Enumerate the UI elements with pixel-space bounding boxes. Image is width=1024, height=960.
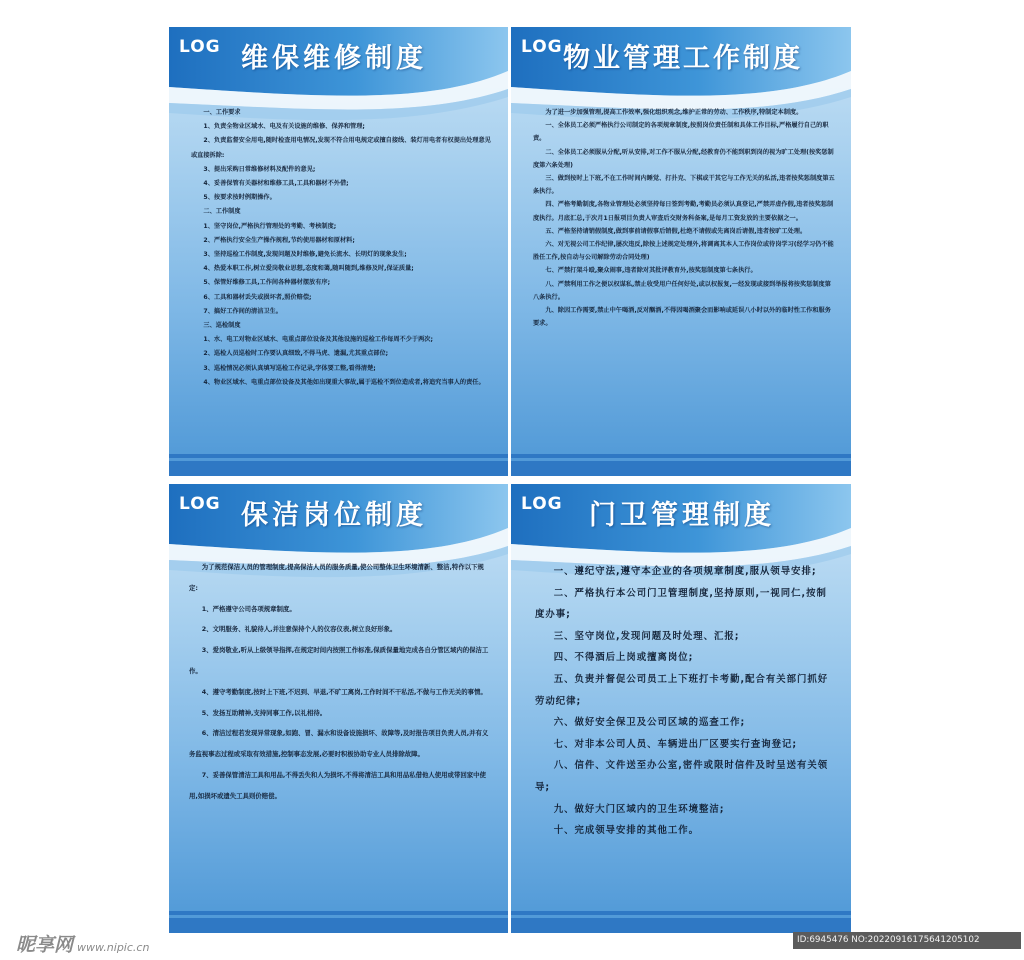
body-line: 4、物业区域水、电重点部位设备及其他如出现重大事故,属于巡检不到位造成者,将追究当事人的责任。 [203,378,485,386]
site-url: www.nipic.cn [77,941,150,954]
board-body [189,557,492,807]
body-line: 四、严格考勤制度,各物业管理处必须坚持每日签到考勤,考勤员必须认真登记,严禁弄虚作假,违者按奖惩制度执行。月底汇总,于次月1日报项目负责人审查后交财务科备案,是每月工资发放的主要依据之一。 [533,201,834,222]
body-line: 3、爱岗敬业,听从上级领导指挥,在规定时间内按照工作标准,保质保量地完成各自分管区域内的保洁工作。 [189,646,489,675]
body-line: 八、信件、文件送至办公室,密件或限时信件及时呈送有关领导; [535,760,829,793]
body-line: 7、妥善保管清洁工具和用品,不得丢失和人为损坏,不得将清洁工具和用品私借他人使用或带回家中使用,如损坏或遗失工具则价赔偿。 [189,770,486,800]
body-line: 1、水、电工对物业区域水、电重点部位设备及其他设施的巡检工作每周不少于两次; [203,336,433,344]
body-line: 6、工具和器材丢失或损坏者,照价赔偿; [203,293,312,301]
body-line: 二、全体员工必须服从分配,听从安排,对工作不服从分配,经教育仍不能到职到岗的视为旷工处理(按奖惩制度第六条处理) [533,148,834,169]
body-line: 九、除因工作需要,禁止中午喝酒,反对酗酒,不得因喝酒聚会而影响或延误八小时以外的临时性工作和服务要求。 [533,307,831,328]
body-line: 3、提出采购日常维修材料及配件的意见; [203,165,316,173]
logo-text: LOG [521,494,563,514]
logo-text: LOG [179,494,221,514]
board-body [533,106,835,330]
image-id-label: ID:6945476 NO:20220916175641205102 [793,932,1021,949]
body-line: 一、全体员工必须严格执行公司制定的各项规章制度,按照岗位责任制和具体工作目标,严格履行自己的职责。 [533,122,829,143]
body-line: 4、热爱本职工作,树立爱岗敬业思想,态度和蔼,随叫随到,维修及时,保证质量; [203,265,414,273]
body-line: 六、做好安全保卫及公司区域的巡查工作; [553,717,746,729]
board-title: 物业管理工作制度 [563,43,803,74]
body-line: 1、坚守岗位,严格执行管理处的考勤、考核制度; [203,222,337,230]
body-line: 4、遵守考勤制度,按时上下班,不迟到、早退,不旷工离岗,工作时间不干私活,不做与工作无关的事情。 [201,687,487,696]
body-line: 2、巡检人员巡检时工作要认真细致,不得马虎、遗漏,尤其重点部位; [203,350,389,358]
body-line: 为了规范保洁人员的管理制度,提高保洁人员的服务质量,使公司整体卫生环境清新、整洁,特作以下规定: [189,563,484,592]
body-line: 九、做好大门区域内的卫生环境整洁; [553,803,725,815]
body-line: 2、文明服务、礼貌待人,并注意保持个人的仪容仪表,树立良好形象。 [201,625,397,634]
body-line: 七、严禁打架斗殴,聚众闹事,违者除对其批评教育外,按奖惩制度第七条执行。 [545,267,757,275]
body-line: 2、严格执行安全生产操作规程,节约使用器材和原材料; [203,236,355,244]
body-line: 五、负责并督促公司员工上下班打卡考勤,配合有关部门抓好劳动纪律; [535,673,829,707]
site-logo: 昵享网 [16,934,74,956]
body-line: 三、做到按时上下班,不在工作时间内睡觉、打扑克、下棋或干其它与工作无关的私活,违者按奖惩制度第五条执行。 [533,175,835,196]
body-line: 2、负责监督安全用电,随时检查用电情况,发现不符合用电规定或擅自接线、装灯用电者有权提出处理意见或直接拆除: [191,137,491,159]
board-title: 保洁岗位制度 [241,500,427,531]
body-line: 一、工作要求 [203,109,241,116]
body-line: 二、工作制度 [203,208,241,216]
footer-band [169,452,508,476]
body-line: 1、严格遵守公司各项规章制度。 [201,604,296,613]
body-line: 5、保管好维修工具,工作间各种器材摆放有序; [203,279,331,287]
body-line: 3、巡检情况必须认真填写巡检工作记录,字体要工整,看得清楚; [203,364,376,372]
footer-band [511,452,851,476]
footer-band [511,909,851,933]
body-line: 5、按要求按时例期操作。 [203,194,276,202]
poster-maintenance-rules [169,27,508,476]
board-body [535,561,835,842]
logo-text: LOG [521,37,563,57]
board-title: 门卫管理制度 [589,500,775,531]
body-line: 二、严格执行本公司门卫管理制度,坚持原则,一视同仁,按制度办事; [535,587,827,621]
poster-property-management-rules [511,27,851,476]
body-line: 八、严禁利用工作之便以权谋私,禁止收受用户任何好处,或以权报复,一经发现或接到举报将按奖惩制度第八条执行。 [533,280,831,301]
poster-gatekeeper-rules [511,484,851,933]
footer-band [169,909,508,933]
body-line: 六、对无视公司工作纪律,屡次违反,除按上述规定处理外,将调离其本人工作岗位或待岗学习(经学习仍不能胜任工作,按自动与公司解除劳动合同处理) [533,241,834,262]
body-line: 1、负责全物业区域水、电及有关设施的维修、保养和管理; [203,123,365,131]
site-watermark [16,930,149,957]
body-line: 4、妥善保管有关器材和维修工具,工具和器材不外借; [203,180,349,188]
body-line: 6、清洁过程若发现异常现象,如跑、冒、漏水和设备设施损坏、故障等,及时报告项目负责人员,并有义务监视事态过程或采取有效措施,控制事态发展,必要时积极协助专业人员排除故障。 [189,729,489,759]
body-line: 7、搞好工作间的清洁卫生。 [203,307,282,315]
body-line: 五、严格坚持请销假制度,做到事前请假事后销假,杜绝不请假或先离岗后请假,违者按旷工处理。 [545,227,807,235]
body-line: 十、完成领导安排的其他工作。 [553,825,700,837]
body-line: 5、发扬互助精神,支持同事工作,以礼相待。 [201,708,327,717]
board-title: 维保维修制度 [241,43,427,74]
logo-text: LOG [179,37,221,57]
body-line: 三、巡检制度 [203,322,241,330]
body-line: 三、坚守岗位,发现问题及时处理、汇报; [553,630,740,642]
body-line: 七、对非本公司人员、车辆进出厂区要实行查询登记; [553,738,798,750]
body-line: 一、遵纪守法,遵守本企业的各项规章制度,服从领导安排; [553,566,817,577]
body-line: 四、不得酒后上岗或擅离岗位; [553,652,694,664]
body-line: 3、坚持巡检工作制度,发现问题及时维修,避免长流水、长明灯的现象发生; [203,251,407,259]
board-body [191,106,492,390]
poster-cleaning-rules [169,484,508,933]
body-line: 为了进一步加强管理,提高工作效率,强化组织观念,维护正常的劳动、工作秩序,特制定本制度。 [545,109,803,116]
